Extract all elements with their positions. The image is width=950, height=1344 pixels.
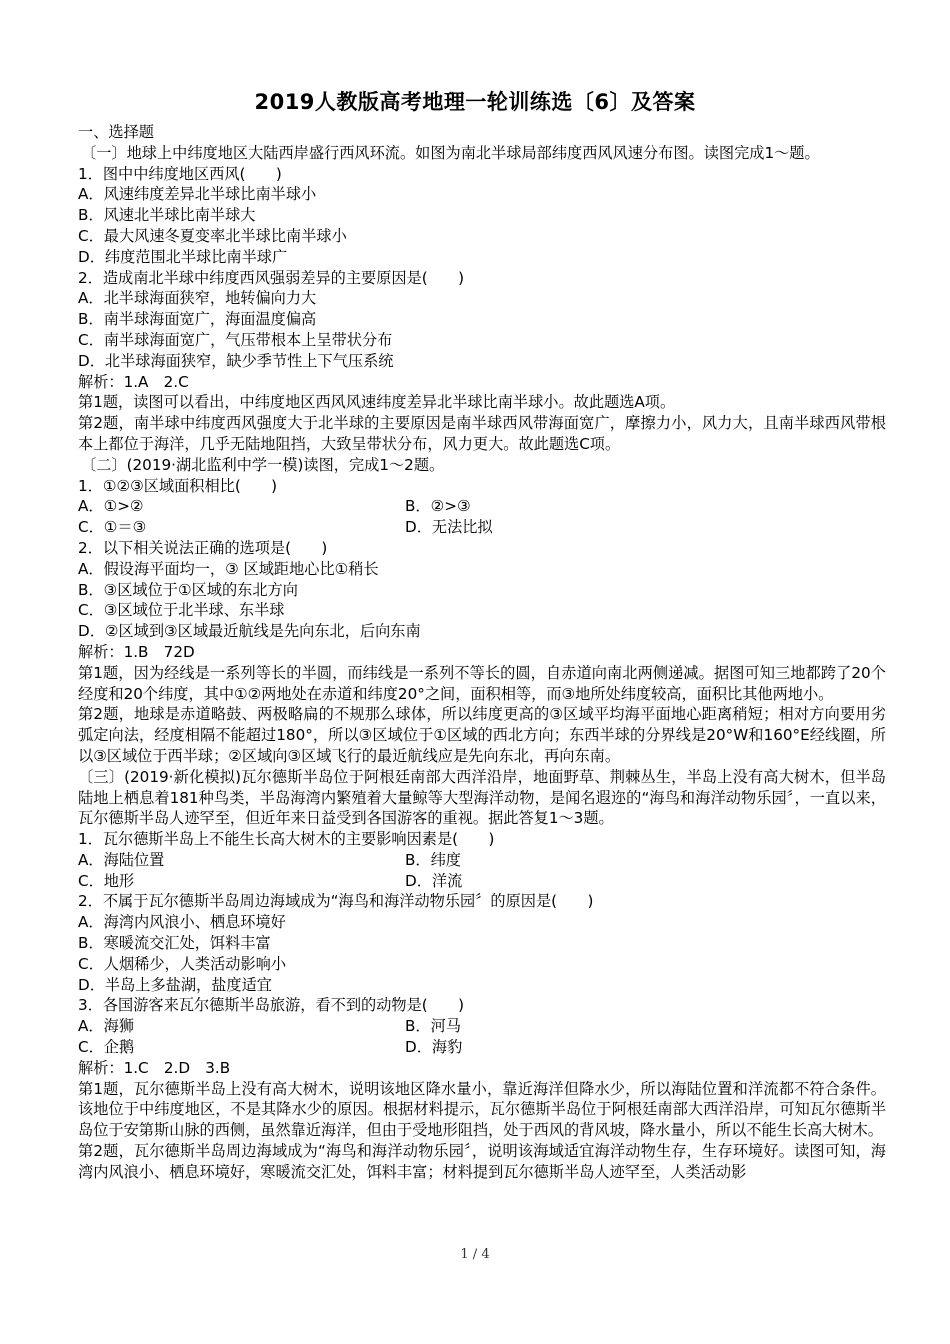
g2-q1-option-b: B．②>③: [405, 497, 471, 516]
group-3-intro: 〔三〕(2019·新化模拟)瓦尔德斯半岛位于阿根廷南部大西洋沿岸，地面野草、荆棘丛生，半岛上没有高大树木，但半岛陆地上栖息着181种鸟类，半岛海湾内繁殖着大量鲸等大型海洋动物，是闻名遐迩的“海鸟和海洋动物乐园〞，一直以来，瓦尔德斯半岛人迹罕至，但近年来日益受到各国游客的重视。据此答复1～3题。: [78, 767, 886, 828]
g2-answer: 解析：1.B 72D: [78, 642, 195, 661]
g1-explanation-2: 第2题，南半球中纬度西风强度大于北半球的主要原因是南半球西风带海面宽广，摩擦力小，风力大，且南半球西风带根本上都位于海洋，几乎无陆地阻挡，大致呈带状分布，风力更大。故此题选C项。: [78, 414, 886, 453]
g2-q2-stem: 2．以下相关说法正确的选项是( ): [78, 538, 328, 557]
g3-q3-option-a: A．海狮: [78, 1017, 134, 1036]
g1-q2-option-c: C．南半球海面宽广，气压带根本上呈带状分布: [78, 330, 393, 349]
g3-q1-option-c: C．地形: [78, 871, 135, 890]
g3-q2-stem: 2．不属于瓦尔德斯半岛周边海域成为“海鸟和海洋动物乐园〞的原因是( ): [78, 892, 594, 911]
g3-q1-option-b: B．纬度: [405, 850, 461, 869]
group-1-intro: 〔一〕地球上中纬度地区大陆西岸盛行西风环流。如图为南北半球局部纬度西风风速分布图。读图完成1～题。: [81, 143, 820, 162]
group-2-intro: 〔二〕(2019·湖北监利中学一模)读图，完成1～2题。: [81, 455, 445, 474]
g2-q1-option-c: C．①＝③: [78, 518, 147, 537]
g3-explanation-1: 第1题，瓦尔德斯半岛上没有高大树木，说明该地区降水量小，靠近海洋但降水少，所以海陆位置和洋流都不符合条件。该地位于中纬度地区，不是其降水少的原因。根据材料提示，瓦尔德斯半岛位于阿根廷南部大西洋沿岸，可知瓦尔德斯半岛位于安第斯山脉的西侧，虽然靠近海洋，但由于受地形阻挡，处于西风的背风坡，降水量小，所以不能生长高大树木。: [78, 1079, 886, 1140]
g3-q2-option-d: D．半岛上多盐湖，盐度适宜: [78, 975, 272, 994]
g3-q2-option-b: B．寒暖流交汇处，饵料丰富: [78, 934, 271, 953]
g1-q2-stem: 2．造成南北半球中纬度西风强弱差异的主要原因是( ): [78, 268, 465, 287]
g2-q2-option-b: B．③区域位于①区域的东北方向: [78, 580, 298, 599]
g2-q1-options-row-1: [78, 496, 886, 517]
g1-q2-option-a: A．北半球海面狭窄，地转偏向力大: [78, 289, 317, 308]
g2-q1-stem: 1．①②③区域面积相比( ): [78, 476, 278, 495]
g3-q3-options-row-2: [78, 1037, 886, 1058]
g2-q2-option-a: A．假设海平面均一，③ 区域距地心比①稍长: [78, 559, 379, 578]
document-title: 2019人教版高考地理一轮训练选〔6〕及答案: [254, 90, 696, 114]
section-heading: 一、选择题: [78, 123, 154, 141]
g3-q3-options-row-1: [78, 1016, 886, 1037]
g1-q2-option-d: D．北半球海面狭窄，缺少季节性上下气压系统: [78, 351, 394, 370]
g2-explanation-1: 第1题，因为经线是一系列等长的半圆，而纬线是一系列不等长的圆，自赤道向南北两侧递减。据图可知三地都跨了20个经度和20个纬度，其中①②两地处在赤道和纬度20°之间，面积相等，而③地所处纬度较高，面积比其他两地小。: [78, 663, 886, 703]
g3-q1-stem: 1．瓦尔德斯半岛上不能生长高大树木的主要影响因素是( ): [78, 830, 495, 849]
g3-q3-option-c: C．企鹅: [78, 1038, 135, 1057]
g1-q1-stem: 1．图中中纬度地区西风( ): [78, 164, 282, 183]
page-number: 1 / 4: [460, 1247, 490, 1262]
g3-q2-option-c: C．人烟稀少，人类活动影响小: [78, 954, 287, 973]
g1-q1-option-a: A．风速纬度差异北半球比南半球小: [78, 185, 317, 204]
g1-explanation-1: 第1题，读图可以看出，中纬度地区西风风速纬度差异北半球比南半球小。故此题选A项。: [78, 393, 676, 412]
g3-q1-options-row-2: [78, 871, 886, 892]
g2-explanation-2: 第2题，地球是赤道略鼓、两极略扁的不规那么球体，所以纬度更高的③区域平均海平面地心距离稍短；相对方向要用劣弧定向法，经度相隔不能超过180°，所以③区域位于①区域的西北方向；东西半球的分界线是20°W和160°E经线圈，所以③区域位于西半球；②区域向③区域飞行的最近航线应是先向东北，再向东南。: [78, 705, 886, 765]
g2-q1-option-d: D．无法比拟: [405, 518, 493, 537]
g1-q2-option-b: B．南半球海面宽广，海面温度偏高: [78, 310, 317, 329]
g3-q1-option-a: A．海陆位置: [78, 850, 165, 869]
g2-q1-option-a: A．①>②: [78, 497, 144, 516]
g1-q1-option-c: C．最大风速冬夏变率北半球比南半球小: [78, 226, 347, 245]
document-body: [78, 122, 886, 1183]
g3-q3-stem: 3．各国游客来瓦尔德斯半岛旅游，看不到的动物是( ): [78, 996, 465, 1015]
g2-q1-options-row-2: [78, 517, 886, 538]
g3-q3-option-b: B．河马: [405, 1017, 461, 1036]
g1-q1-option-b: B．风速北半球比南半球大: [78, 206, 256, 225]
g1-q1-option-d: D．纬度范围北半球比南半球广: [78, 247, 288, 266]
g3-explanation-2: 第2题，瓦尔德斯半岛周边海域成为“海鸟和海洋动物乐园〞，说明该海域适宜海洋动物生存，生存环境好。读图可知，海湾内风浪小、栖息环境好，寒暖流交汇处，饵料丰富；材料提到瓦尔德斯半岛人迹罕至，人类活动影: [78, 1142, 886, 1181]
g3-q1-options-row-1: [78, 850, 886, 871]
g2-q2-option-d: D．②区域到③区域最近航线是先向东北，后向东南: [78, 622, 421, 641]
g1-answer: 解析：1.A 2.C: [78, 372, 189, 391]
g2-q2-option-c: C．③区域位于北半球、东半球: [78, 601, 285, 620]
g3-q3-option-d: D．海豹: [405, 1038, 463, 1057]
g3-answer: 解析：1.C 2.D 3.B: [78, 1058, 231, 1077]
g3-q2-option-a: A．海湾内风浪小、栖息环境好: [78, 913, 286, 932]
g3-q1-option-d: D．洋流: [405, 871, 463, 890]
